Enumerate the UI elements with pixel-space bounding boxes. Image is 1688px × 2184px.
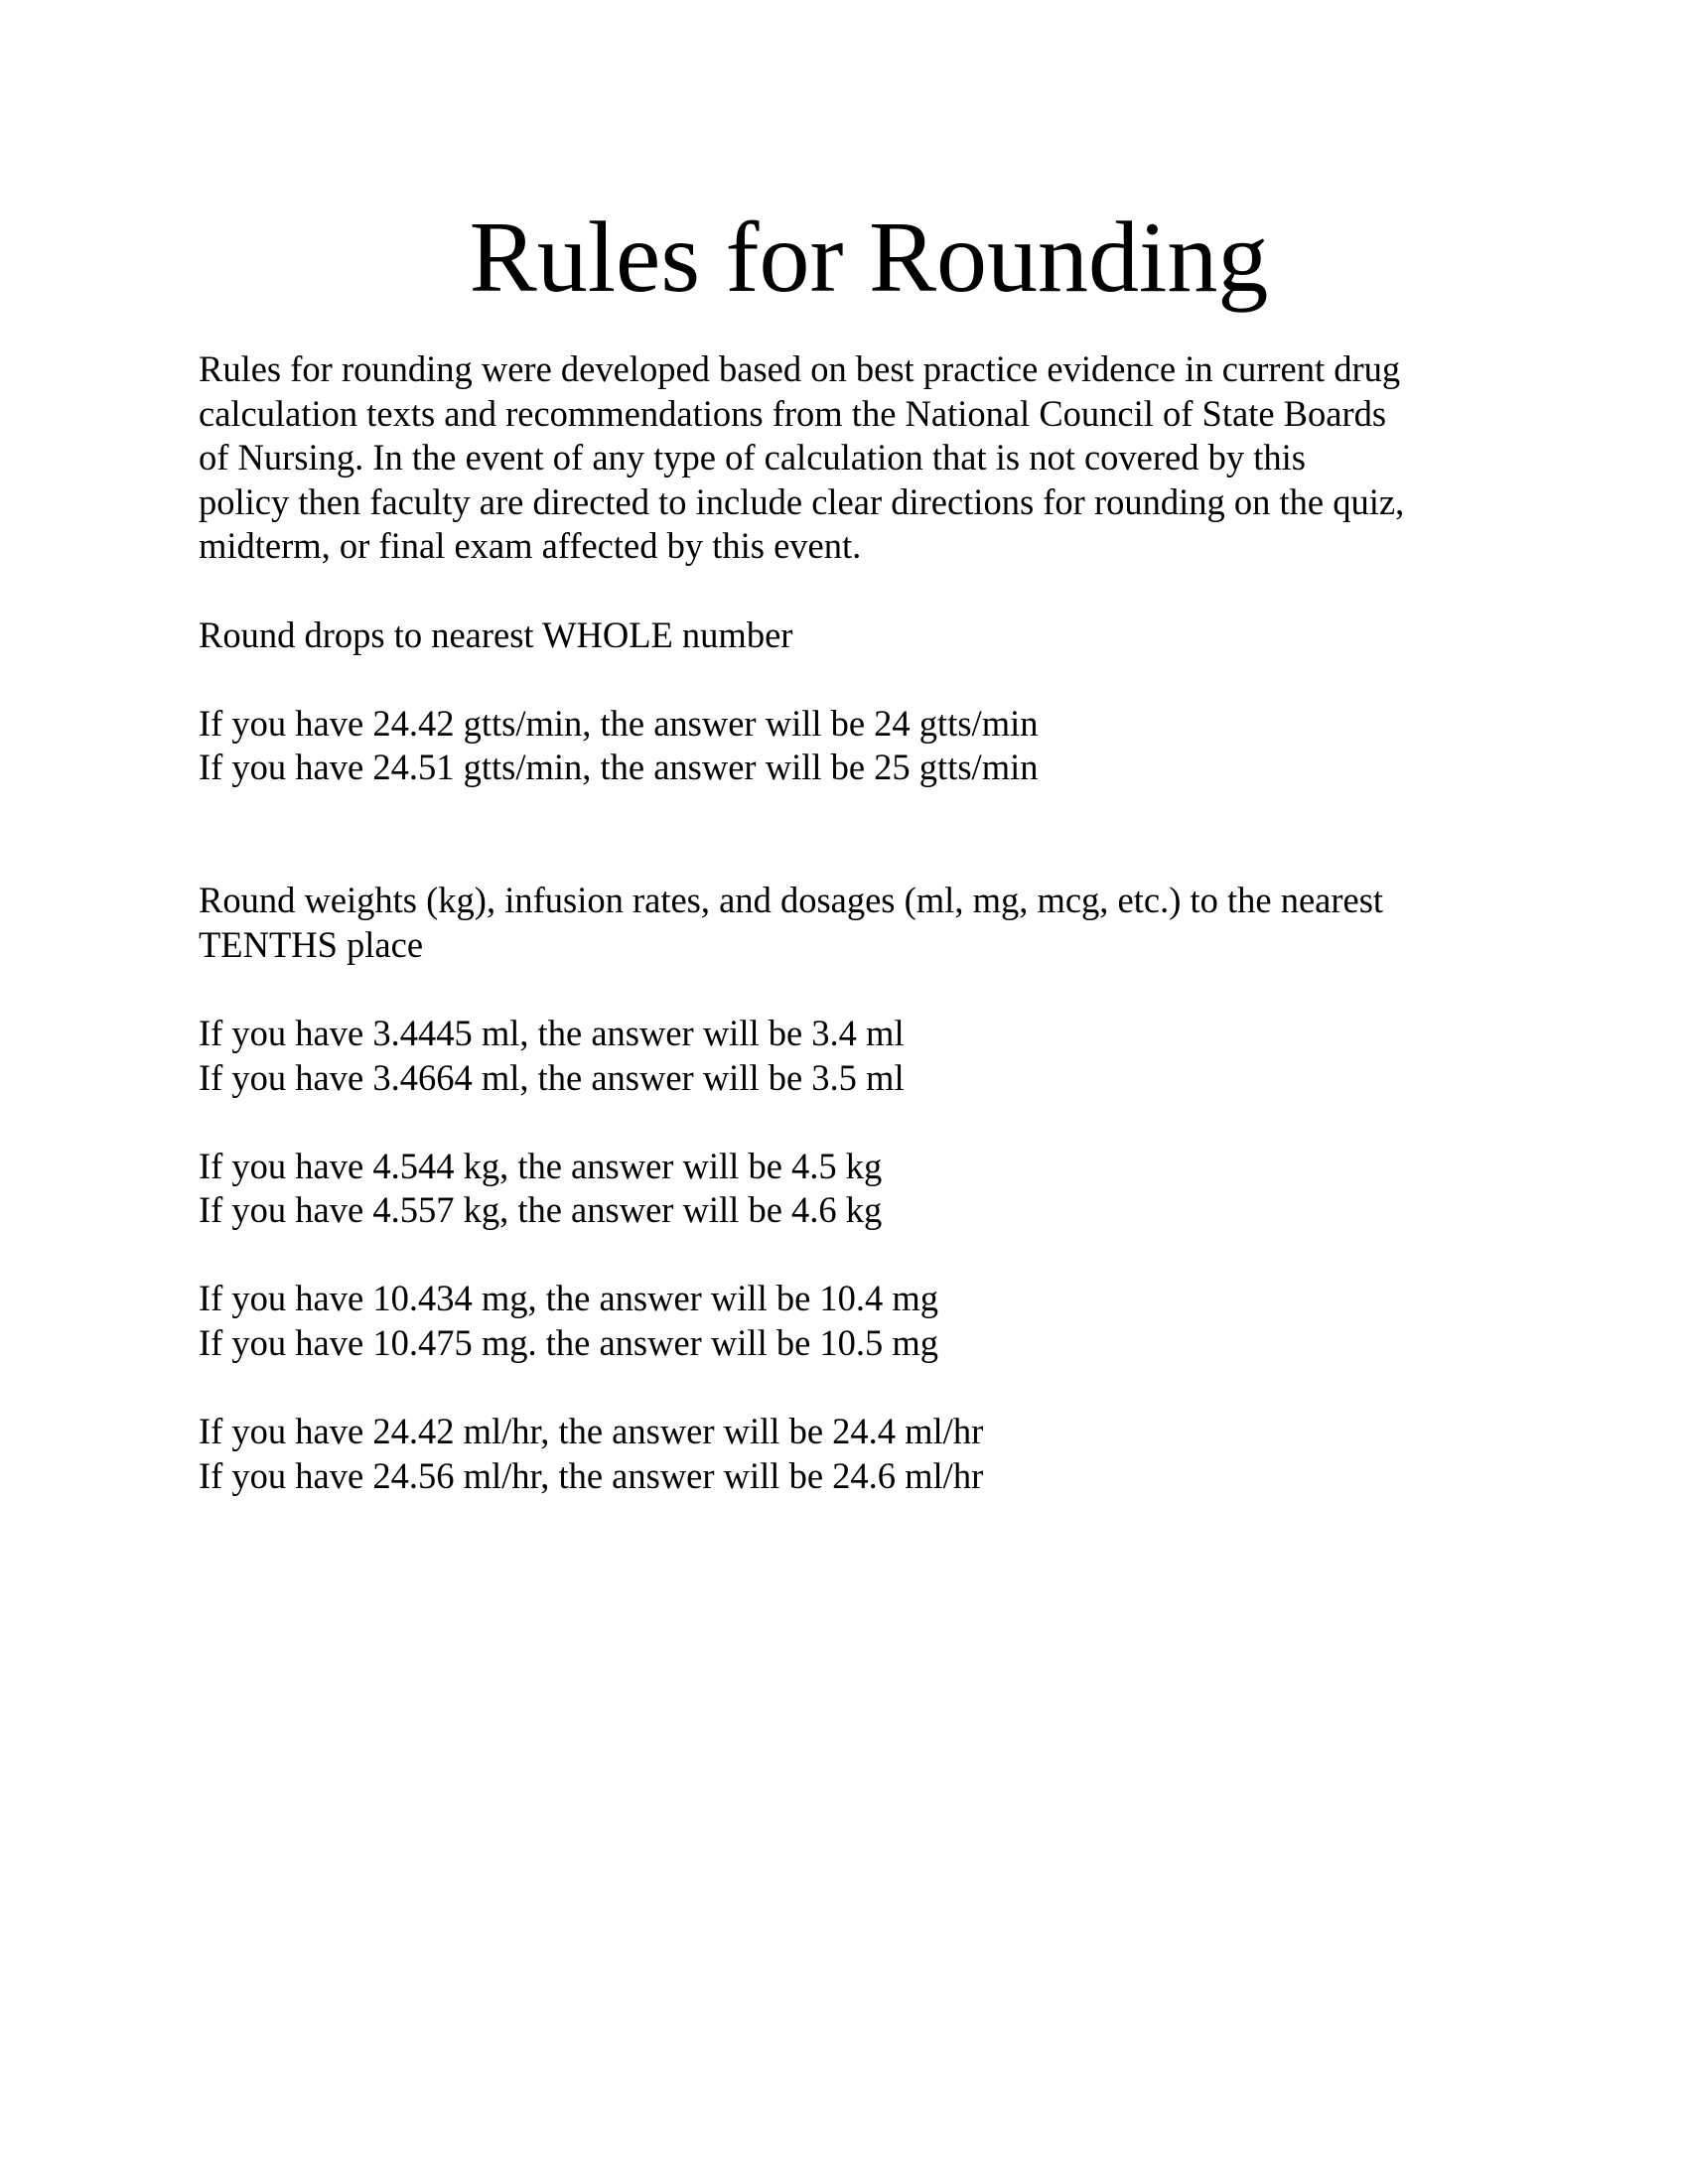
drops-examples: [199, 702, 1499, 790]
rule-heading-line: Round drops to nearest WHOLE number: [199, 614, 793, 655]
intro-line: policy then faculty are directed to include clear directions for rounding on the quiz,: [199, 480, 1405, 522]
rule-whole-heading: [199, 614, 1499, 658]
spacer: [199, 1366, 1499, 1411]
example-line: If you have 24.51 gtts/min, the answer will be 25 gtts/min: [199, 747, 1039, 788]
spacer: [199, 967, 1499, 1012]
example-line: If you have 4.544 kg, the answer will be 4.5 kg: [199, 1145, 883, 1186]
example-line: If you have 3.4664 ml, the answer will be 3.5 ml: [199, 1056, 905, 1098]
intro-line: Rules for rounding were developed based on best practice evidence in current drug: [199, 348, 1401, 389]
kg-examples: [199, 1145, 1499, 1233]
example-line: If you have 24.42 ml/hr, the answer will be 24.4 ml/hr: [199, 1411, 984, 1452]
example-line: If you have 4.557 kg, the answer will be 4.6 kg: [199, 1189, 883, 1231]
example-line: If you have 24.56 ml/hr, the answer will be 24.6 ml/hr: [199, 1454, 984, 1496]
example-line: If you have 3.4445 ml, the answer will be 3.4 ml: [199, 1012, 905, 1053]
spacer: [199, 1100, 1499, 1145]
intro-paragraph: [199, 347, 1499, 569]
rule-heading-line: Round weights (kg), infusion rates, and dosages (ml, mg, mcg, etc.) to the nearest: [199, 880, 1384, 921]
mg-examples: [199, 1277, 1499, 1365]
intro-line: calculation texts and recommendations from the National Council of State Boards: [199, 392, 1387, 434]
spacer: [199, 569, 1499, 614]
example-line: If you have 10.434 mg, the answer will be 10.4 mg: [199, 1278, 939, 1319]
spacer: [199, 790, 1499, 879]
page-title: Rules for Rounding: [469, 202, 1269, 314]
document-body: [199, 347, 1499, 1498]
document-content: [199, 199, 1499, 1498]
intro-line: of Nursing. In the event of any type of calculation that is not covered by this: [199, 437, 1306, 478]
intro-line: midterm, or final exam affected by this event.: [199, 525, 862, 567]
spacer: [199, 657, 1499, 702]
ml-examples: [199, 1012, 1499, 1100]
mlhr-examples: [199, 1410, 1499, 1498]
rule-tenths-heading: [199, 879, 1499, 967]
example-line: If you have 10.475 mg. the answer will be 10.5 mg: [199, 1322, 939, 1364]
example-line: If you have 24.42 gtts/min, the answer will be 24 gtts/min: [199, 702, 1039, 744]
rule-heading-line: TENTHS place: [199, 923, 424, 965]
spacer: [199, 1233, 1499, 1278]
